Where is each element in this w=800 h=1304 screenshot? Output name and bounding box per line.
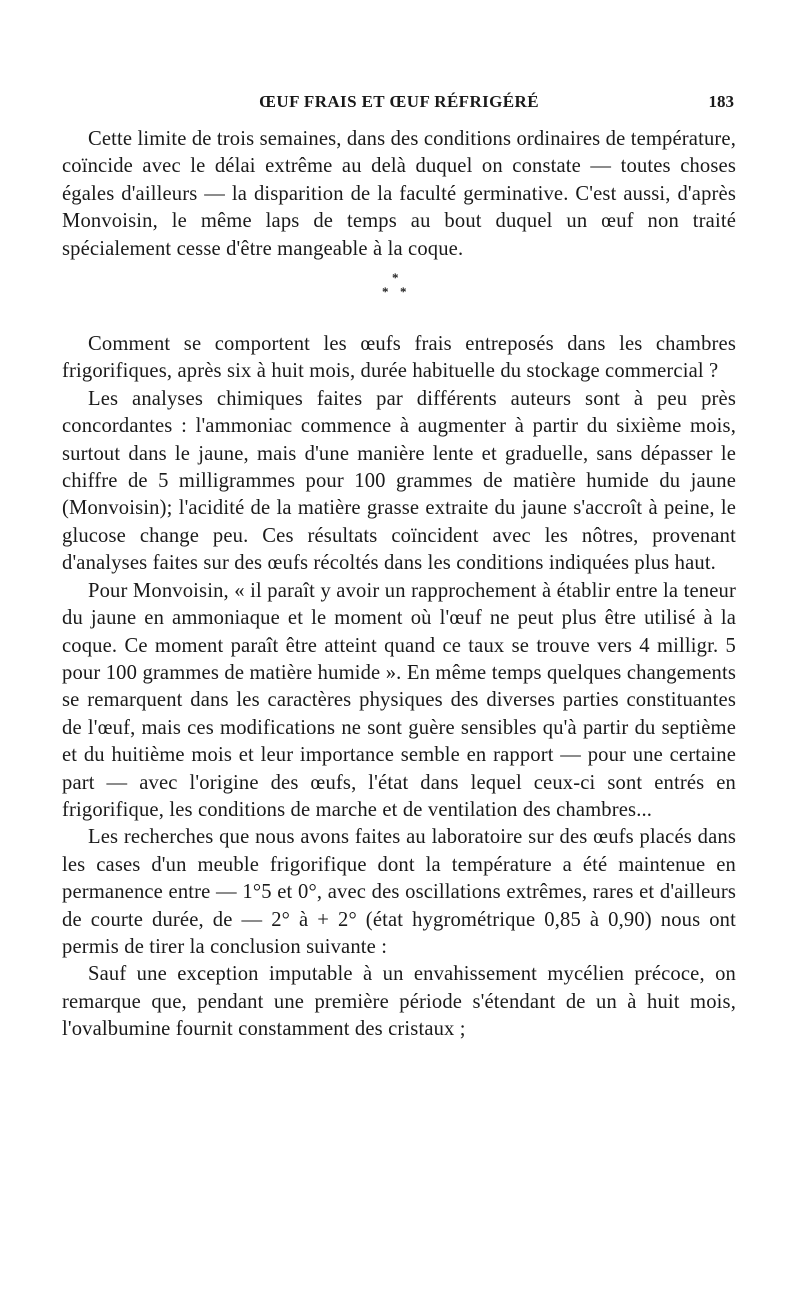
paragraph-laboratory-research: Les recherches que nous avons faites au laboratoire sur des œufs placés dans les cases d'un meuble frigorifique dont la température a été maintenue en permanence entre — 1°5 et 0°, avec des oscillations extrêmes, rares et d'ailleurs de courte durée, de — 2° à + 2° (état hygrométrique 0,85 à 0,90) nous ont permis de tirer la conclusion suivante : — [62, 826, 736, 958]
asterism-star: * — [400, 284, 407, 300]
paragraph-storage-question: Comment se comportent les œufs frais entreposés dans les chambres frigorifiques, après six à huit mois, durée habituelle du stockage commercial ? — [62, 333, 736, 383]
paragraph-germination-limit: Cette limite de trois semaines, dans des conditions ordinaires de température, coïncide avec le délai extrême au delà duquel on constate — toutes choses égales d'ailleurs — la disparition de la faculté germinative. C'est aussi, d'après Monvoisin, le même laps de temps au bout duquel un œuf non traité spécialement cesse d'être mangeable à la coque. — [62, 128, 736, 260]
paragraph-ovalbumin-crystals: Sauf une exception imputable à un envahissement mycélien précoce, on remarque que, pendant une première période s'étendant de un à huit mois, l'ovalbumine fournit constamment des cristaux ; — [62, 963, 736, 1041]
asterism-star: * — [382, 284, 389, 300]
running-title: ŒUF FRAIS ET ŒUF RÉFRIGÉRÉ — [259, 92, 539, 111]
book-page — [62, 92, 736, 1044]
running-head — [62, 92, 736, 126]
paragraph-chemical-analyses: Les analyses chimiques faites par différents auteurs sont à peu près concordantes : l'ammoniac commence à augmenter à partir du sixième mois, surtout dans le jaune, mais d'une manière lente et graduelle, sans dépasser le chiffre de 5 milligrammes pour 100 grammes de matière humide du jaune (Monvoisin); l'acidité de la matière grasse extraite du jaune s'accroît à peine, le glucose change peu. Ces résultats coïncident avec les nôtres, provenant d'analyses faites sur des œufs récoltés dans les conditions indiquées plus haut. — [62, 387, 736, 575]
page-number: 183 — [708, 92, 734, 111]
asterism-section-break — [62, 265, 736, 331]
paragraph-monvoisin-quote: Pour Monvoisin, « il paraît y avoir un rapprochement à établir entre la teneur du jaune en ammoniaque et le moment où l'œuf ne peut plus être utilisé à la coque. Ce moment paraît être atteint quand ce taux se trouve vers 4 milligr. 5 pour 100 grammes de matière humide ». En même temps quelques changements se remarquent dans les caractères physiques des diverses parties constituantes de l'œuf, mais ces modifications ne sont guère sensibles qu'à partir du septième et du huitième mois et leur importance semble en rapport — pour une certaine part — avec l'origine des œufs, l'état dans lequel ceux-ci sont entrés en frigorifique, les conditions de marche et de ventilation des chambres... — [62, 579, 736, 821]
asterism-star: * — [392, 270, 399, 286]
